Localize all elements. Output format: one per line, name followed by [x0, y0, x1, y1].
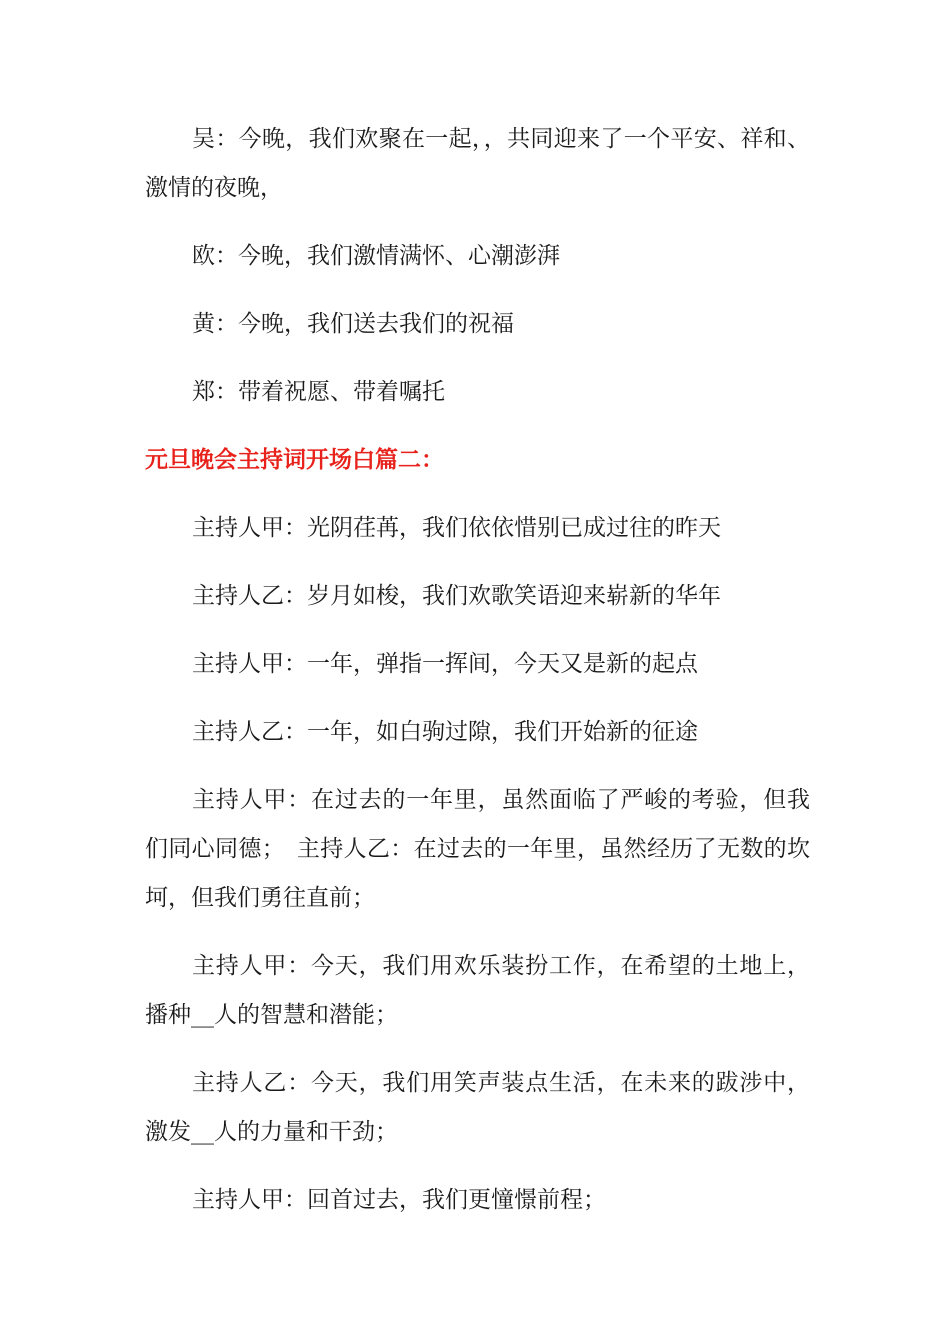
section-heading: 元旦晚会主持词开场白篇二：	[145, 447, 444, 473]
paragraph-host-a-look-back: 主持人甲：回首过去，我们更憧憬前程；	[192, 1187, 606, 1213]
paragraph-host-b-today: 主持人乙：今天，我们用笑声装点生活，在未来的跋涉中，激发__人的力量和干劲；	[145, 1070, 810, 1145]
paragraph-zheng: 郑：带着祝愿、带着嘱托	[192, 379, 445, 405]
paragraph-host-a-1: 主持人甲：光阴荏苒，我们依依惜别已成过往的昨天	[192, 515, 721, 541]
document-body	[145, 115, 810, 1244]
paragraph-host-b-1: 主持人乙：岁月如梭，我们欢歌笑语迎来崭新的华年	[192, 583, 721, 609]
paragraph-huang: 黄：今晚，我们送去我们的祝福	[192, 311, 514, 337]
paragraph-ou: 欧：今晚，我们激情满怀、心潮澎湃	[192, 243, 560, 269]
paragraph-host-a-today: 主持人甲：今天，我们用欢乐装扮工作，在希望的土地上，播种__人的智慧和潜能；	[145, 953, 810, 1028]
paragraph-host-b-2: 主持人乙：一年，如白驹过隙，我们开始新的征途	[192, 719, 698, 745]
paragraph-wu: 吴：今晚，我们欢聚在一起，，共同迎来了一个平安、祥和、激情的夜晚，	[145, 126, 810, 201]
paragraph-host-a-2: 主持人甲：一年，弹指一挥间，今天又是新的起点	[192, 651, 698, 677]
paragraph-host-a-b-past-year: 主持人甲：在过去的一年里，虽然面临了严峻的考验，但我们同心同德； 主持人乙：在过去的一年里，虽然经历了无数的坎坷，但我们勇往直前；	[145, 787, 810, 911]
